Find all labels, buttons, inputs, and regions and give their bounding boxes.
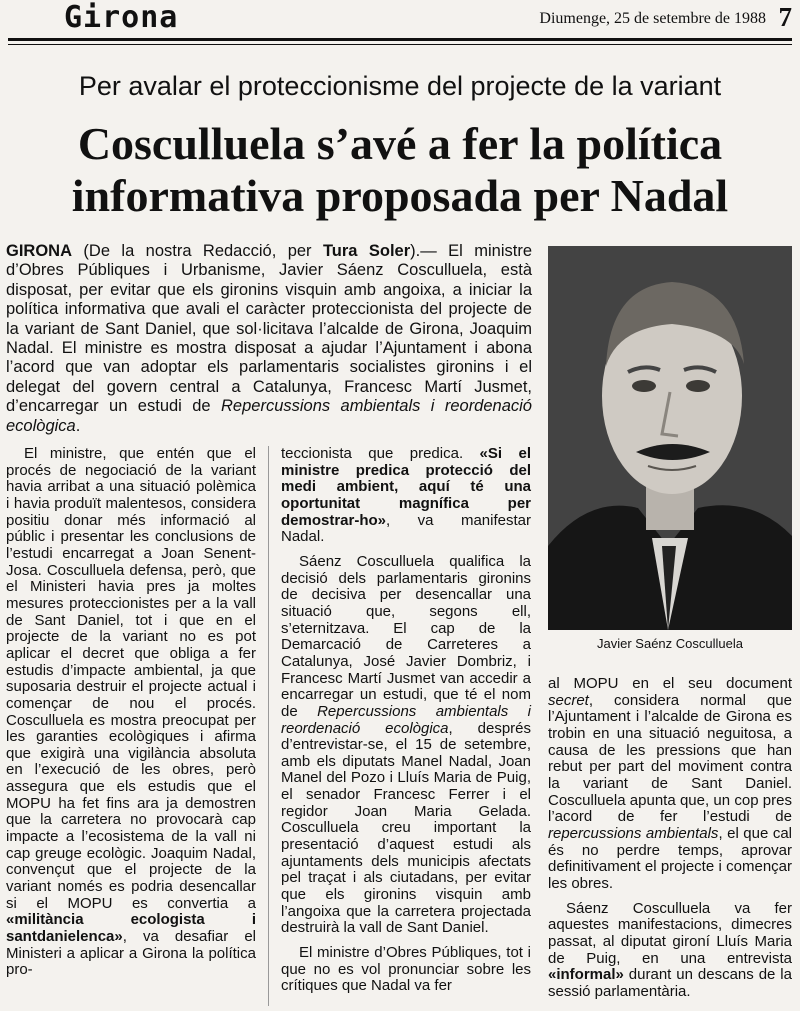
photo-caption: Javier Saénz Cosculluela [597,636,743,651]
body-text: teccionista que predica. [281,445,480,462]
body-text: , el que cal és no perdre temps, aprovar definitivament el projecte i començar les obres. [548,824,793,892]
issue-date: Diumenge, 25 de setembre de 1988 [539,10,766,27]
body-text: , va manifestar Nadal. [281,511,531,546]
paragraph [548,676,792,893]
quote-bold: «Si el ministre predica protecció del medi ambient, aquí té una oportunitat magnífica per demostrar-ho» [281,445,531,529]
header-rule-thin [8,44,792,45]
column-divider [268,446,269,1006]
headline-line-1: Cosculluela s’avé a fer la política [77,118,723,169]
article-column-3 [548,676,792,1000]
byline-suffix: ).— [410,242,449,260]
body-text: al MOPU en el seu document [548,675,792,692]
quote-bold: «militància ecologista i santdanielenca» [6,911,256,946]
italic-text: repercussions ambientals [548,824,719,842]
paragraph [548,901,792,1001]
byline-prefix: (De la nostra Redacció, per [72,242,323,260]
italic-text: secret [548,691,589,709]
author-name: Tura Soler [322,242,411,260]
paragraph [281,446,531,546]
dateline: GIRONA [6,242,72,260]
header-rule [8,38,792,41]
body-text: durant un descans de la sessió parlamentària. [548,966,792,1000]
headline [0,118,800,222]
body-text: Sáenz Cosculluela va fer aquestes manifestacions, dimecres passat, al diputat gironí Lluís Maria de Puig, en una entrevista [548,899,792,967]
paragraph [281,554,531,937]
kicker: Per avalar el proteccionisme del projecte de la variant [78,71,722,101]
portrait-image [548,246,792,630]
article-column-1 [6,446,256,979]
lead-paragraph [6,242,532,436]
lead-end: . [75,416,81,435]
body-text: , considera normal que l’Ajuntament i l’alcalde de Girona es trobin en una situació neguitosa, a causa de les pressions que han rebut per part del moviment contra la variant de Sant Daniel. Cosculluela apunta que, un cop pres l’acord de fer l’estudi de [548,691,792,826]
lead-text: El ministre d’Obres Públiques i Urbanisme, Javier Sáenz Cosculluela, està disposat, per evitar que els gironins visquin amb angoixa, a iniciar la política informativa que avali el caràcter proteccionista del projecte de la variant de Sant Daniel, que sol·licitava l’alcalde de Girona, Joaquim Nadal. El ministre es mostra disposat a ajudar l’Ajuntament i abona l’acord que van adoptar els parlamentaris socialistes gironins i el delegat del govern central a Catalunya, Francesc Martí Jusmet, d’encarregar un estudi de [6,242,533,416]
body-text: , va desafiar el Ministeri a aplicar a Girona la política pro- [6,928,256,979]
page-number: 7 [778,2,792,32]
page-header [8,0,792,38]
study-title: Repercussions ambientals i reordenació ecològica [6,397,532,435]
quote-bold: «informal» [548,966,624,984]
body-text: , després d’entrevistar-se, el 15 de setembre, amb els diputats Manel Nadal, Joan Manel del Pozo i Lluís Maria de Puig, el senador Francesc Ferrer i el regidor Joan Maria Gelada. Cosculluela creu important la presentació d’aquest estudi als ajuntaments dels municipis afectats pel traçat i als ciutadans, per evitar que els gironins visquin amb l’angoixa que la carretera projectada destruirà la vall de Sant Daniel. [281,719,531,937]
paragraph [6,446,256,979]
headline-line-2: informativa proposada per Nadal [71,170,729,221]
article-column-2 [281,446,531,995]
body-text: El ministre, que entén que el procés de negociació de la variant havia arribat a una situació polèmica i havia produït malentesos, considera positiu donar més informació al públic i presentar les conclusions de l’estudi encarregat a Joan Senent-Josa. Cosculluela defensa, però, que el Ministeri havia pres ja moltes mesures proteccionistes per a la vall de Sant Daniel, tot i que en el projecte de la variant no es pot aplicar el decret que obliga a fer estudis d’impacte ambiental, ja que suposaria destruir el projecte actual i començar de nou el procés. Cosculluela es mostra preocupat per les garanties ecològiques i afirma que exigirà una vigilància absoluta en l’execució de les obres, però assegura que els estudis que el MOPU ha fet fins ara ja demostren que la carretera no provocarà cap impacte a l’ecosistema de la vall ni cap greuge ecològic. Joaquim Nadal, convençut que el projecte de la variant només es podria desencallar si el MOPU es convertia a [6,445,256,912]
section-name: Girona [64,0,179,35]
paragraph [281,945,531,995]
body-text: Sáenz Cosculluela qualifica la decisió dels parlamentaris gironins de decisiva per desencallar una situació que, segons ell, s’eternitzava. El cap de la Demarcació de Carreteres a Catalunya, José Javier Dombriz, i Francesc Martí Jusmet van accedir a encarregar un estudi, que té el nom de [281,552,531,720]
body-text: El ministre d’Obres Públiques, tot i que no es vol pronunciar sobre les crítiques que Nadal va fer [281,944,531,995]
study-title: Repercussions ambientals i reordenació ecològica [281,702,531,737]
portrait-photo [548,246,792,630]
